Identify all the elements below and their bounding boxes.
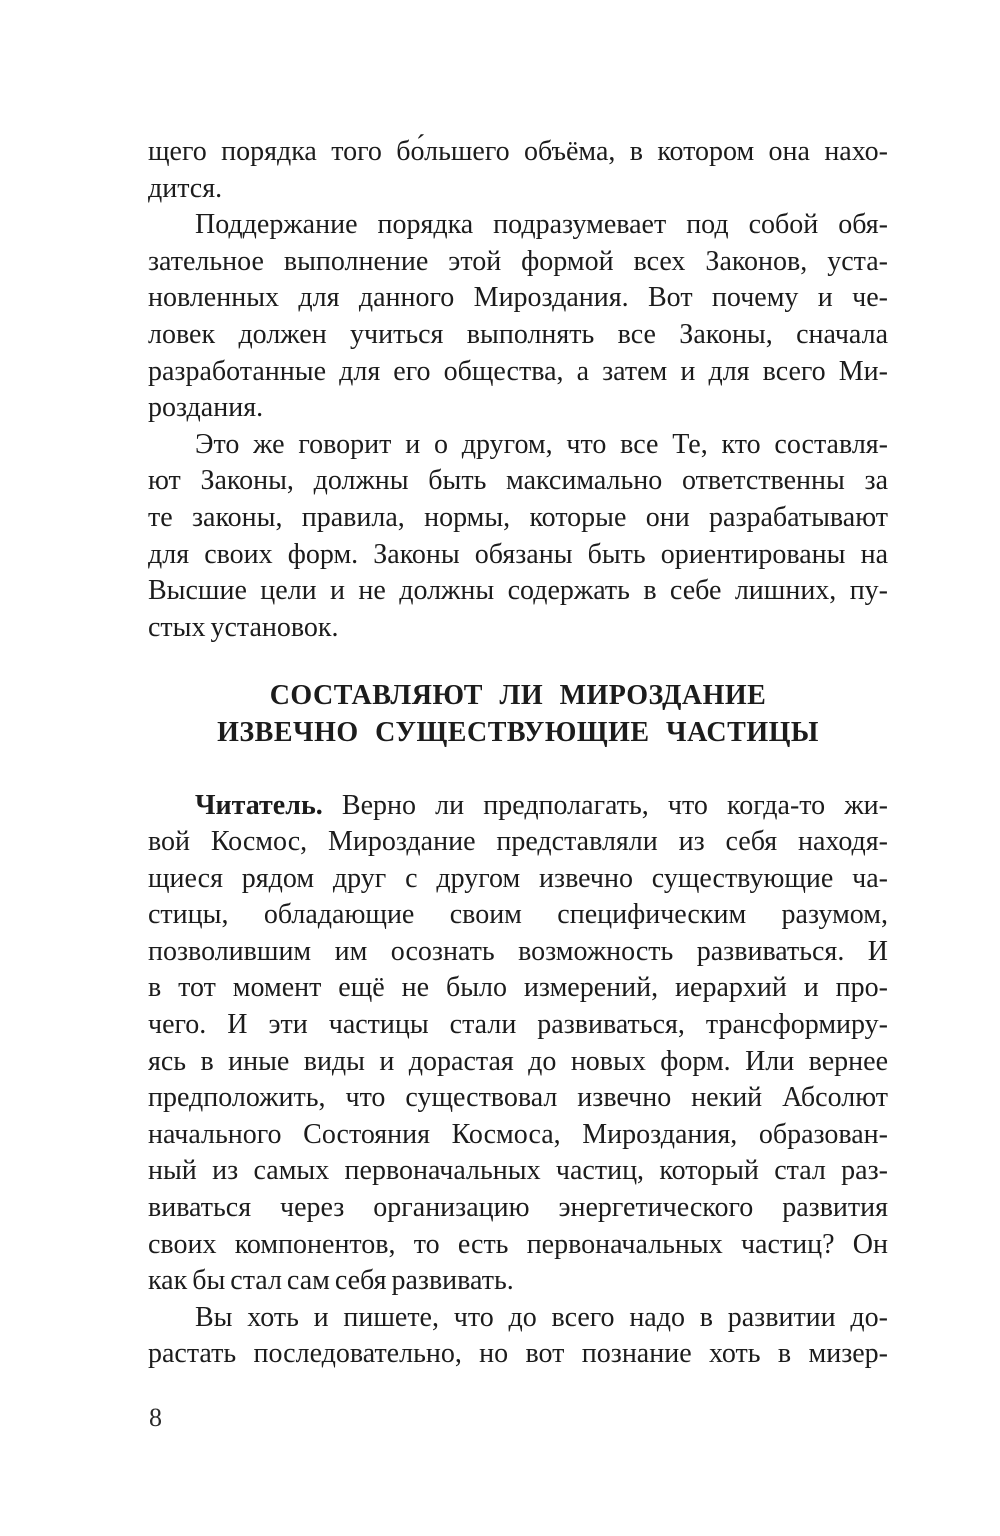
- text-line: для своих форм. Законы обязаны быть ориентированы на: [148, 538, 888, 570]
- text-line: ИЗВЕЧНО СУЩЕСТВУЮЩИЕ ЧАСТИЦЫ: [217, 716, 819, 748]
- text-line: разработанные для его общества, а затем и для всего Ми-: [148, 355, 888, 387]
- paragraph-continuation: [148, 134, 888, 207]
- text-line: в тот момент ещё не было измерений, иерархий и про-: [148, 972, 888, 1004]
- text-line: Читатель. Верно ли предполагать, что когда-то жи-: [195, 789, 888, 821]
- text-line: своих компонентов, то есть первоначальных частиц? Он: [148, 1228, 888, 1260]
- text-line: роздания.: [148, 392, 264, 424]
- paragraph-reader-question-continued: [148, 1300, 888, 1373]
- section-heading: [148, 678, 888, 751]
- paragraph-reader-question: [148, 788, 888, 1300]
- text-line: щиеся рядом друг с другом извечно существующие ча-: [148, 862, 888, 894]
- text-line: Высшие цели и не должны содержать в себе лишних, пу-: [148, 575, 888, 607]
- text-line: ловек должен учиться выполнять все Законы, сначала: [148, 318, 888, 350]
- page-text: [148, 134, 888, 1373]
- text-line: растать последовательно, но вот познание хоть в мизер-: [148, 1338, 888, 1370]
- text-line: Поддержание порядка подразумевает под собой обя-: [195, 209, 888, 241]
- text-line: дится.: [148, 172, 223, 204]
- paragraph-order-maintenance: [148, 207, 888, 427]
- text-line: щего порядка того бо́льшего объёма, в котором она нахо-: [148, 136, 888, 167]
- text-line: виваться через организацию энергетического развития: [148, 1192, 888, 1224]
- text-line: Вы хоть и пишете, что до всего надо в развитии до-: [195, 1301, 888, 1333]
- text-line: как бы стал сам себя развивать.: [148, 1265, 514, 1297]
- text-line: вой Космос, Мироздание представляли из себя находя-: [148, 826, 888, 858]
- text-line: зательное выполнение этой формой всех Законов, уста-: [148, 245, 888, 277]
- text-line: новленных для данного Мироздания. Вот почему и че-: [148, 282, 888, 314]
- text-line: чего. И эти частицы стали развиваться, трансформиру-: [148, 1009, 888, 1041]
- text-line: начального Состояния Космоса, Мироздания, образован-: [148, 1118, 888, 1150]
- text-line: предположить, что существовал извечно некий Абсолют: [148, 1082, 888, 1114]
- text-line: стых установок.: [148, 611, 339, 643]
- speaker-label: Читатель.: [195, 789, 323, 821]
- text-line: Это же говорит и о другом, что все Те, кто составля-: [195, 428, 888, 460]
- text-line: ясь в иные виды и дорастая до новых форм. Или вернее: [148, 1045, 888, 1077]
- text-line: стицы, обладающие своим специфическим разумом,: [148, 899, 888, 931]
- text-line: ный из самых первоначальных частиц, который стал раз-: [148, 1155, 888, 1187]
- paragraph-lawmakers-responsibility: [148, 427, 888, 647]
- text-line: СОСТАВЛЯЮТ ЛИ МИРОЗДАНИЕ: [269, 680, 767, 712]
- page-number: 8: [149, 1403, 162, 1432]
- text-line: те законы, правила, нормы, которые они разрабатывают: [148, 501, 888, 533]
- text-line: позволившим им осознать возможность развиваться. И: [148, 935, 888, 967]
- text-line: ют Законы, должны быть максимально ответственны за: [148, 465, 888, 497]
